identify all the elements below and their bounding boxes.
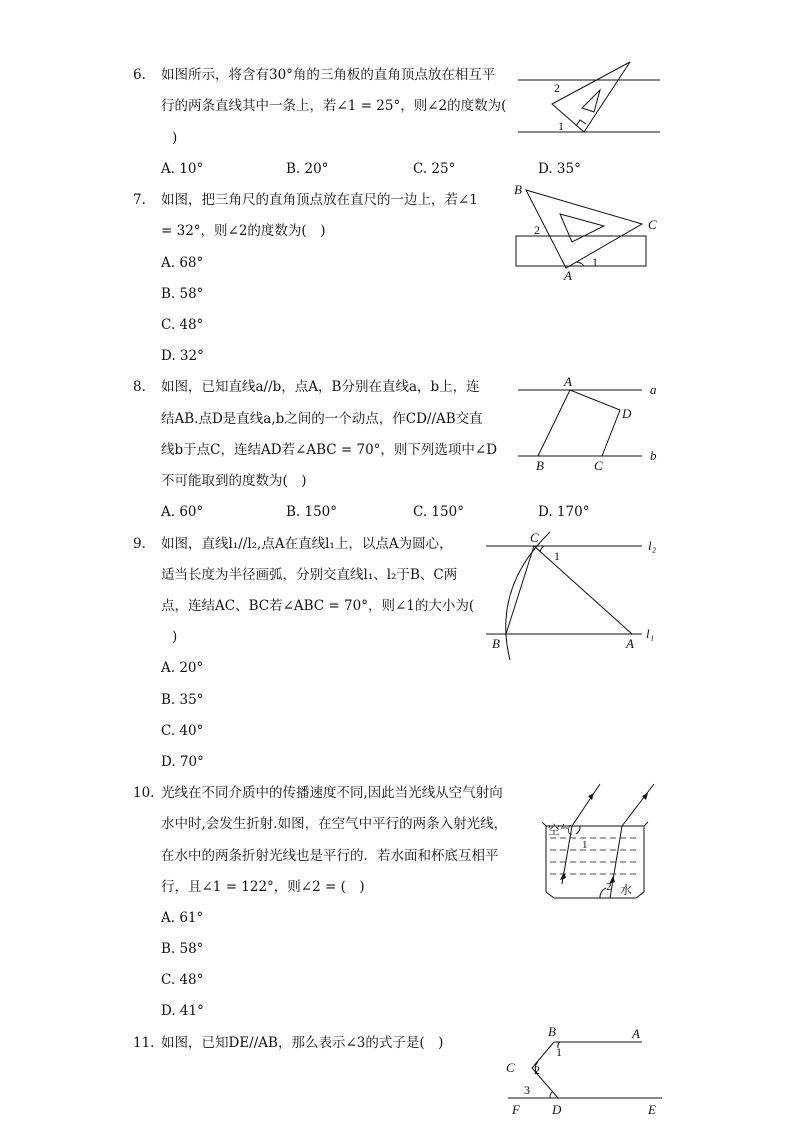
- question-text-line: 行的两条直线其中一条上，若∠1 = 25°，则∠2的度数为(: [161, 98, 507, 114]
- medium-label: 空气: [548, 823, 573, 837]
- question-text-line: 线b于点C，连结AD若∠ABC = 70°，则下列选项中∠D: [161, 442, 498, 458]
- angle-label: 1: [582, 839, 588, 851]
- option-c: C. 40°: [161, 723, 204, 739]
- question-number: 7.: [133, 192, 146, 208]
- angle-label: 1: [558, 119, 564, 133]
- line-label: l₁: [646, 626, 655, 641]
- point-label: A: [626, 636, 634, 651]
- question-text-line: 行，且∠1 = 122°，则∠2 = ( ): [161, 879, 365, 895]
- option-d: D. 170°: [538, 504, 590, 520]
- angle-label: 1: [556, 1045, 562, 1059]
- point-label: F: [512, 1102, 520, 1117]
- question-text-line: 水中时,会发生折射.如图，在空气中平行的两条入射光线，: [161, 816, 508, 832]
- line-label: l₂: [648, 538, 657, 553]
- figure-q7: [508, 180, 666, 284]
- option-c: C. 25°: [413, 161, 456, 177]
- question-number: 11.: [133, 1035, 155, 1051]
- point-label: C: [506, 1060, 515, 1075]
- option-a: A. 68°: [161, 255, 204, 271]
- question-text-line: ): [172, 130, 178, 146]
- point-label: B: [548, 1024, 556, 1039]
- point-label: A: [564, 374, 572, 389]
- figure-q6: [514, 58, 664, 140]
- question-number: 8.: [133, 379, 146, 395]
- question-text-line: 光线在不同介质中的传播速度不同,因此当光线从空气射向: [161, 785, 503, 801]
- question-text-line: 在水中的两条折射光线也是平行的．若水面和杯底互相平: [161, 848, 499, 864]
- question-text-line: 点，连结AC、BC若∠ABC = 70°，则∠1的大小为(: [161, 598, 475, 614]
- point-label: B: [492, 636, 500, 651]
- option-d: D. 35°: [538, 161, 581, 177]
- question-text-line: ): [172, 629, 178, 645]
- point-label: A: [632, 1026, 640, 1041]
- question-number: 6.: [133, 67, 146, 83]
- option-c: C. 150°: [413, 504, 464, 520]
- option-d: D. 70°: [161, 754, 204, 770]
- question-number: 10.: [133, 785, 155, 801]
- option-c: C. 48°: [161, 972, 204, 988]
- option-a: A. 60°: [161, 504, 204, 520]
- figure-q10: [536, 780, 660, 904]
- question-text-line: = 32°，则∠2的度数为( ): [161, 223, 326, 239]
- option-b: B. 58°: [161, 286, 204, 302]
- option-a: A. 10°: [161, 161, 204, 177]
- vertex-label: A: [564, 268, 572, 283]
- angle-label: 1: [592, 255, 598, 269]
- option-d: D. 32°: [161, 348, 204, 364]
- figure-q9: [482, 528, 664, 662]
- option-a: A. 20°: [161, 660, 204, 676]
- vertex-label: B: [514, 182, 522, 197]
- point-label: C: [530, 530, 539, 545]
- question-text-line: 如图，已知DE//AB，那么表示∠3的式子是( ): [161, 1035, 444, 1051]
- line-label: b: [650, 448, 657, 463]
- point-label: D: [622, 406, 632, 421]
- option-b: B. 35°: [161, 692, 204, 708]
- vertex-label: C: [648, 217, 657, 232]
- angle-label: 2: [534, 223, 540, 237]
- question-text-line: 如图，直线l₁//l₂,点A在直线l₁上，以点A为圆心，: [161, 536, 453, 552]
- question-number: 9.: [133, 536, 146, 552]
- medium-label: 水: [620, 883, 633, 897]
- option-d: D. 41°: [161, 1003, 204, 1019]
- point-label: B: [536, 458, 544, 473]
- option-c: C. 48°: [161, 317, 204, 333]
- figure-q11: [502, 1022, 664, 1120]
- question-text-line: 不可能取到的度数为( ): [161, 473, 307, 489]
- option-b: B. 20°: [286, 161, 329, 177]
- question-text-line: 如图，已知直线a//b，点A，B分别在直线a，b上，连: [161, 379, 480, 395]
- option-b: B. 150°: [286, 504, 338, 520]
- line-label: a: [650, 382, 657, 397]
- question-text-line: 如图所示，将含有30°角的三角板的直角顶点放在相互平: [161, 67, 496, 83]
- angle-label: 1: [554, 549, 560, 563]
- point-label: E: [648, 1102, 656, 1117]
- angle-label: 2: [606, 881, 612, 893]
- angle-label: 2: [534, 1063, 540, 1077]
- point-label: D: [552, 1102, 562, 1117]
- figure-q8: [514, 372, 664, 474]
- option-b: B. 58°: [161, 941, 204, 957]
- question-text-line: 适当长度为半径画弧，分别交直线l₁、l₂于B、C两: [161, 567, 458, 583]
- question-text-line: 结AB.点D是直线a,b之间的一个动点，作CD//AB交直: [161, 411, 483, 427]
- angle-label: 3: [524, 1083, 530, 1097]
- point-label: C: [594, 458, 603, 473]
- question-text-line: 如图，把三角尺的直角顶点放在直尺的一边上，若∠1: [161, 192, 478, 208]
- option-a: A. 61°: [161, 910, 204, 926]
- angle-label: 2: [554, 81, 560, 95]
